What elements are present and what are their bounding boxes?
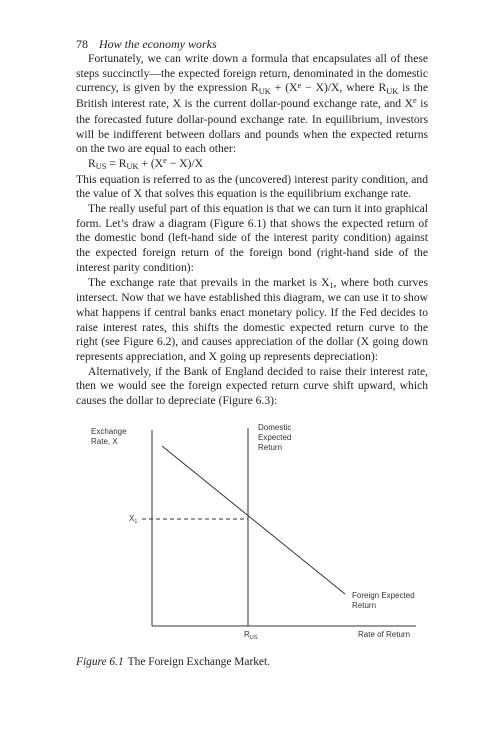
subscript: UK	[386, 86, 399, 96]
x1-label-main: X	[129, 514, 135, 523]
foreign-label-line1: Foreign Expected	[352, 591, 415, 600]
running-title: How the economy works	[99, 37, 217, 51]
text-run: = R	[106, 156, 127, 170]
text-run: Fortunately, we can write down a formula that encapsulates all of these steps succinctly—the expected foreign return, denominated in the domestic currency, is given by the expression R	[76, 52, 428, 95]
text-run: + (X	[138, 156, 164, 170]
text-run: is the forecasted future dollar-pound exchange rate. In equilibrium, investors will be indifferent between dollars and pounds when the expected returns on the two are equal to each other:	[76, 97, 428, 156]
x1-label	[129, 514, 137, 525]
x1-label-sub: 1	[134, 519, 138, 525]
superscript: e	[297, 80, 302, 90]
y-axis-label-line1: Exchange	[91, 427, 127, 436]
text-run: This equation is referred to as the (uncovered) interest parity condition, and the value of X that solves this equation is the equilibrium exchange rate.	[76, 172, 428, 201]
subscript: UK	[126, 162, 139, 172]
text-run: Alternatively, if the Bank of England decided to raise their interest rate, then we would see the foreign expected return curve shift upward, which causes the dollar to depreciate (Figure 6.3):	[76, 364, 428, 408]
figure-caption	[76, 656, 270, 668]
rus-label	[244, 630, 258, 641]
text-run: + (X	[270, 81, 298, 95]
y-axis-label-line2: Rate, X	[91, 437, 118, 446]
rus-label-sub: US	[249, 635, 258, 641]
foreign-label-line2: Return	[352, 601, 377, 610]
domestic-label-line2: Expected	[258, 433, 292, 442]
superscript: e	[163, 156, 167, 166]
page-number: 78	[76, 37, 88, 51]
text-run: , where both curves intersect. Now that we have established this diagram, we can use it to show what happens if central banks enact monetary policy. If the Fed decides to raise interest rates, this shifts the domestic expected return curve to the right (see Figure 6.2), and causes appreciation of the dollar (X going down represents appreciation, and X going up represents depreciation):	[76, 275, 428, 364]
text-run: − X)/X	[166, 156, 204, 170]
superscript: e	[412, 96, 417, 106]
text-run: The really useful part of this equation is that we can turn it into graphical form. Let’s draw a diagram (Figure 6.1) that shows the expected return of the domestic bond (left-hand side of the interest parity condition) against the expected foreign return of the foreign bond (right-hand side of the interest parity condition):	[76, 202, 428, 274]
domestic-label-line1: Domestic	[258, 423, 292, 432]
domestic-label-line3: Return	[258, 443, 283, 452]
subscript: US	[95, 162, 107, 172]
text-run: R	[88, 156, 96, 170]
figure-caption-label: Figure 6.1	[76, 656, 124, 668]
figure-caption-text: The Foreign Exchange Market.	[127, 656, 271, 668]
foreign-expected-return-curve	[162, 446, 345, 594]
subscript: UK	[258, 86, 271, 96]
text-run: is the British interest rate, X is the current dollar-pound exchange rate, and X	[76, 81, 428, 111]
text-run: − X)/X, where R	[301, 81, 387, 95]
rus-label-main: R	[244, 630, 250, 639]
subscript: 1	[329, 281, 334, 291]
x-axis-label: Rate of Return	[358, 630, 411, 639]
text-run: The exchange rate that prevails in the market is X	[88, 275, 330, 289]
